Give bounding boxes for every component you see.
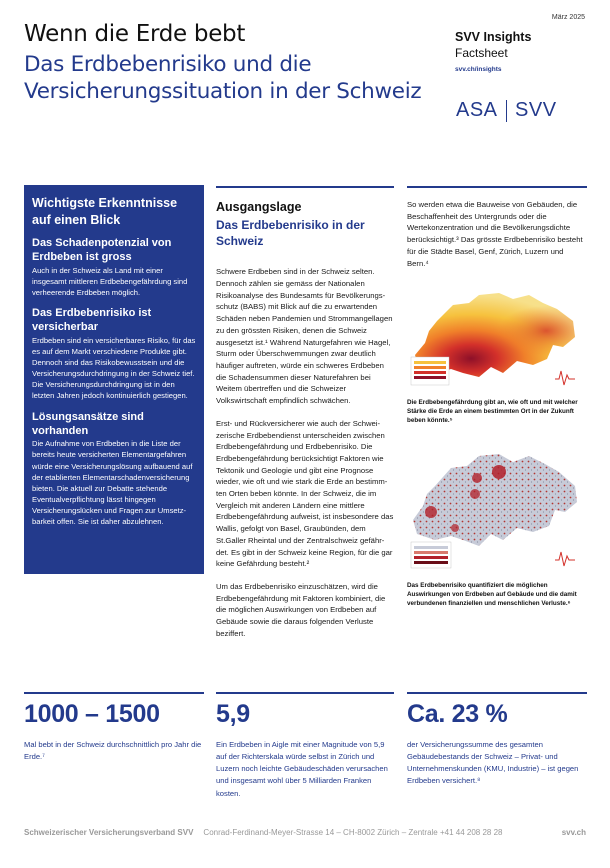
series-type: Factsheet: [455, 46, 508, 60]
maps-column: [407, 199, 587, 608]
stat-insured-share: [407, 700, 587, 788]
finding-text-2: Erdbeben sind ein versicherbares Risiko, für das es auf dem Markt verschiedene Produkte gibt. Dennoch sind das Risikobewusstsein und die Versicherungsdurchdringung in der Schweiz tief. Die Versicherungsdurchdringung ist in den letzten Jahren jedoch kontinuierlich gestiegen.: [32, 335, 196, 401]
section-subheading: Das Erdbebenrisiko in der Schweiz: [216, 218, 365, 249]
body-paragraph-3: Um das Erdbebenrisiko einzuschätzen, wird die Erdbebengefährdung mit Faktoren kombiniert, die die möglichen Auswirkungen von Erdbeben auf Gebäude sowie die daraus folgenden Verluste beziffert.: [216, 581, 386, 638]
seismograph-logo-icon-2: [555, 552, 575, 566]
series-title: SVV Insights: [455, 30, 532, 44]
hazard-map-caption: Die Erdbebengefährdung gibt an, wie oft und mit welcher Stärke die Erde an einem bestimmten Ort in der Zukunft beben könnte.⁵: [407, 399, 578, 425]
logo-text-left: ASA: [456, 99, 498, 121]
key-findings-heading: Wichtigste Erkenntnisse auf einen Blick: [32, 196, 178, 227]
body-paragraph-1: Schwere Erdbeben sind in der Schweiz selten. Dennoch zählen sie gemäss der Nationalen Risikoanalyse des Bundesamts für Bevölkerungsschutz (BABS) mit Blick auf die zu erwartenden Schäden neben Pandemien und Strommangellagen zu den grössten Risiken, denen die Schweiz ausgesetzt ist.¹ Während Naturgefahren wie Hagel, Sturm oder Überschwemmungen zwar deutlich häufiger auftreten, würde ein schweres Erdbeben die Schadensummen dieser Naturefahren bei Weitem übertreffen und die Schweizer Volkswirtschaft empfindlich schwächen.: [216, 267, 393, 406]
footer-website-link[interactable]: svv.ch: [561, 828, 586, 837]
finding-text-1: Auch in der Schweiz als Land mit einer insgesamt mittleren Erdbebengefährdung sind verheerende Erdbeben möglich.: [32, 265, 188, 297]
stat-earthquakes-per-year: [24, 700, 202, 763]
stat-number-1: 1000 – 1500: [24, 700, 160, 728]
section-heading: Ausgangslage: [216, 200, 302, 214]
stat-rule-2: [216, 692, 394, 694]
risk-map-caption: Das Erdbebenrisiko quantifiziert die möglichen Auswirkungen von Erdbeben auf Gebäude und die damit verbundenen finanziellen und menschlichen Verluste.⁶: [407, 581, 577, 607]
key-findings-box: [24, 185, 204, 574]
stat-rule-3: [407, 692, 587, 694]
right-top-rule: [407, 186, 587, 188]
stat-magnitude: [216, 700, 394, 800]
seismograph-logo-icon: [555, 371, 575, 385]
middle-top-rule: [216, 186, 394, 188]
finding-title-2: Das Erdbebenrisiko ist versicherbar: [32, 307, 152, 334]
page-subtitle: Das Erdbebenrisiko und die Versicherungssituation in der Schweiz: [24, 51, 422, 105]
stat-text-2: Ein Erdbeben in Aigle mit einer Magnitude von 5,9 auf der Richterskala würde selbst in Zürich und Luzern noch leichte Gebäudeschäden verursachen und insgesamt wohl über 5 Milliarden Franken kosten.: [216, 740, 388, 798]
page-title: Wenn die Erde bebt: [24, 21, 246, 47]
hazard-map-image: [407, 281, 587, 389]
stat-number-2: 5,9: [216, 700, 250, 728]
footer-org: Schweizerischer Versicherungsverband SVV: [24, 828, 194, 837]
stat-rule-1: [24, 692, 204, 694]
asa-svv-logo: [456, 99, 557, 122]
logo-text-right: SVV: [515, 99, 557, 121]
risk-map-image: [407, 442, 587, 572]
footer: [24, 828, 586, 837]
stat-text-3: der Versicherungssumme des gesamten Gebäudebestands der Schweiz – Privat- und Unternehmenskunden (KMU, Industrie) – ist gegen Erdbeben versichert.⁸: [407, 740, 579, 786]
situation-column: [216, 200, 394, 639]
header: [24, 20, 424, 105]
finding-title-3: Lösungsansätze sind vorhanden: [32, 410, 144, 437]
insights-link[interactable]: svv.ch/insights: [455, 66, 502, 73]
hazard-map: [407, 281, 587, 394]
risk-map: [407, 442, 587, 577]
stat-text-1: Mal bebt in der Schweiz durchschnittlich pro Jahr die Erde.⁷: [24, 740, 202, 762]
finding-title-1: Das Schadenpotenzial von Erdbeben ist gross: [32, 237, 172, 264]
body-paragraph-4: So werden etwa die Bauweise von Gebäuden, die Beschaffenheit des Untergrunds oder die Wertekonzentration und die Bevölkerungsdichte berücksichtigt.³ Das grösste Erdbebenrisiko besteht für die Städte Basel, Genf, Zürich, Luzern und Bern.⁴: [407, 200, 583, 268]
publication-date: März 2025: [551, 14, 585, 21]
logo-separator: [506, 100, 508, 122]
footer-address: Conrad-Ferdinand-Meyer-Strasse 14 – CH-8002 Zürich – Zentrale +41 44 208 28 28: [203, 828, 503, 837]
stat-number-3: Ca. 23 %: [407, 700, 508, 728]
insights-block: [455, 30, 595, 73]
body-paragraph-2: Erst- und Rückversicherer wie auch der Schweizerische Erdbebendienst unterscheiden zwischen Erdbebengefährdung und Erdbebenrisiko. Die Erdbebengefährdung berücksichtigt Faktoren wie Tektonik und Geologie und gibt eine Prognose wieder, wie oft und wie stark die Erde an bestimmten Orten beben könnte. In der Schweiz, die im Vergleich mit anderen Ländern eine mittlere Erdbebengefährdung aufweist, ist insbesondere das Wallis, gefolgt von Basel, Graubünden, dem St.Galler Rheintal und der Zentralschweiz gefährdet. Es gibt in der Schweiz keine Region, für die gar keine Gefährdung besteht.²: [216, 418, 394, 569]
finding-text-3: Die Aufnahme von Erdbeben in die Liste der bereits heute versicherten Elementargefahren würde eine Versicherungslösung aufbauend auf der etablierten Elementarschadenversicherung bieten. Die aktuell zur Debatte stehende Eventualverpflichtung lässt hingegen Versicherungslücken und Fragen zur Umsetzbarkeit offen. Sie ist daher abzulehnen.: [32, 439, 193, 527]
